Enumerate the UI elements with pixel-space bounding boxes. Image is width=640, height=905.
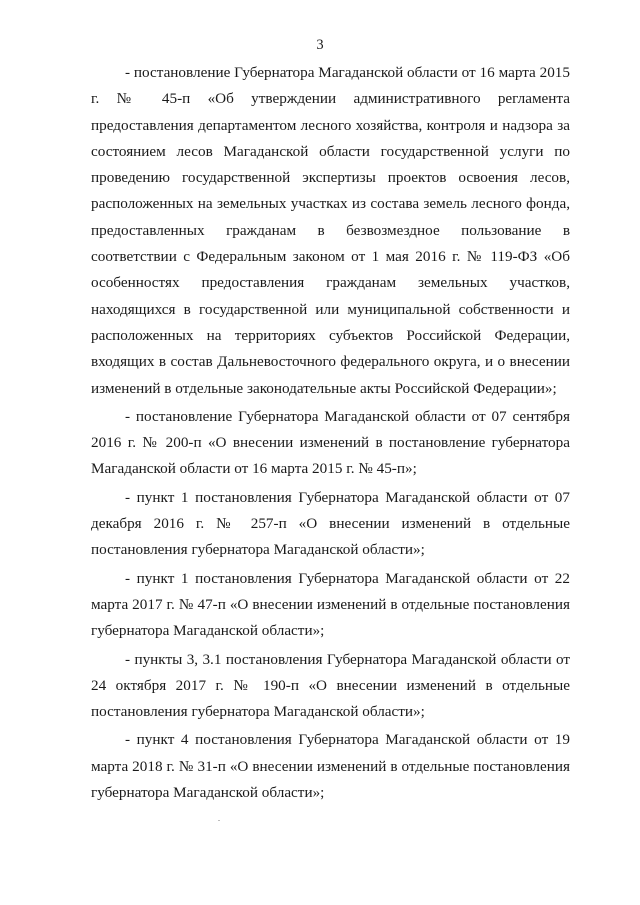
list-item-resolution-200p: - постановление Губернатора Магаданской области от 07 сентября 2016 г. № 200-п «О внесении изменений в постановление губернатора Магаданской области от 16 марта 2015 г. № 45-п»;	[91, 407, 570, 478]
list-item-resolution-31p: - пункт 4 постановления Губернатора Магаданской области от 19 марта 2018 г. № 31-п «О внесении изменений в отдельные постановления губернатора Магаданской области»;	[91, 731, 570, 802]
scan-artifact-dot	[218, 820, 220, 821]
document-body	[91, 60, 570, 806]
list-item-resolution-47p: - пункт 1 постановления Губернатора Магаданской области от 22 марта 2017 г. № 47-п «О внесении изменений в отдельные постановления губернатора Магаданской области»;	[91, 569, 570, 640]
list-item-resolution-257p: - пункт 1 постановления Губернатора Магаданской области от 07 декабря 2016 г. № 257-п «О внесении изменений в отдельные постановления губернатора Магаданской области»;	[91, 488, 570, 559]
list-item-resolution-45p: - постановление Губернатора Магаданской области от 16 марта 2015 г. № 45-п «Об утверждении административного регламента предоставления департаментом лесного хозяйства, контроля и надзора за состоянием лесов Магаданской области государственной услуги по проведению государственной экспертизы проектов освоения лесов, расположенных на земельных участках из состава земель лесного фонда, предоставленных гражданам в безвозмездное пользование в соответствии с Федеральным законом от 1 мая 2016 г. № 119-ФЗ «Об особенностях предоставления гражданам земельных участков, находящихся в государственной или муниципальной собственности и расположенных на территориях субъектов Российской Федерации, входящих в состав Дальневосточного федерального округа, и о внесении изменений в отдельные законодательные акты Российской Федерации»;	[91, 64, 570, 397]
page-number: 3	[316, 37, 324, 53]
list-item-resolution-190p: - пункты 3, 3.1 постановления Губернатора Магаданской области от 24 октября 2017 г. № 190-п «О внесении изменений в отдельные постановления губернатора Магаданской области»;	[91, 650, 570, 721]
